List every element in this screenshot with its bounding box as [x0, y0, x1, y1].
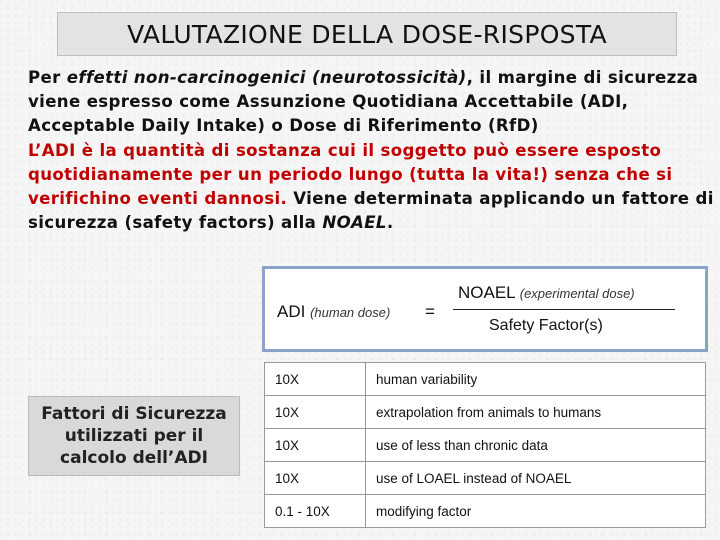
body-paragraph	[28, 66, 718, 235]
factor-cell: 10X	[265, 462, 366, 495]
formula-experimental-dose: (experimental dose)	[519, 286, 635, 301]
formula-numerator	[458, 283, 635, 303]
slide-title: VALUTAZIONE DELLA DOSE-RISPOSTA	[57, 12, 677, 56]
formula-lhs	[277, 302, 390, 322]
factor-cell: 0.1 - 10X	[265, 495, 366, 528]
formula-denominator: Safety Factor(s)	[489, 317, 603, 334]
table-row	[265, 462, 706, 495]
table-row	[265, 429, 706, 462]
text-noael: NOAEL	[322, 213, 387, 233]
adi-formula-box	[262, 266, 708, 352]
text-period: .	[386, 213, 394, 233]
factors-label-line3: calcolo dell’ADI	[60, 448, 208, 468]
formula-noael: NOAEL	[458, 283, 516, 302]
formula-adi: ADI	[277, 302, 306, 321]
text-adi-explanation: L’ADI è la quantità di sostanza cui il soggetto può essere esposto quotidianamente per un periodo lungo (tutta la vita!) senza che si verifichino eventi dannosi.	[28, 140, 673, 209]
formula-equals: =	[425, 302, 435, 321]
text-intro: Per	[28, 68, 67, 87]
formula-human-dose: (human dose)	[310, 305, 391, 320]
description-cell: modifying factor	[366, 495, 706, 528]
safety-factors-table	[264, 362, 706, 528]
factors-label-line1: Fattori di Sicurezza	[41, 404, 227, 424]
factors-label-box	[28, 396, 240, 476]
factor-cell: 10X	[265, 363, 366, 396]
factor-cell: 10X	[265, 396, 366, 429]
text-non-carcinogenic: effetti non-carcinogenici (neurotossicità)	[66, 68, 467, 87]
text-determination: Viene determinata applicando un fattore di sicurezza (safety factors) alla	[28, 189, 714, 233]
description-cell: use of less than chronic data	[366, 429, 706, 462]
description-cell: extrapolation from animals to humans	[366, 396, 706, 429]
description-cell: use of LOAEL instead of NOAEL	[366, 462, 706, 495]
table-row	[265, 396, 706, 429]
factor-cell: 10X	[265, 429, 366, 462]
table-row	[265, 495, 706, 528]
text-adi-definition: , il margine di sicurezza viene espresso come Assunzione Quotidiana Accettabile (ADI, Acceptable Daily Intake) o Dose di Riferimento (RfD)	[28, 68, 699, 136]
description-cell: human variability	[366, 363, 706, 396]
table-row	[265, 363, 706, 396]
fraction-line	[453, 309, 675, 310]
factors-label-line2: utilizzati per il	[64, 426, 204, 446]
